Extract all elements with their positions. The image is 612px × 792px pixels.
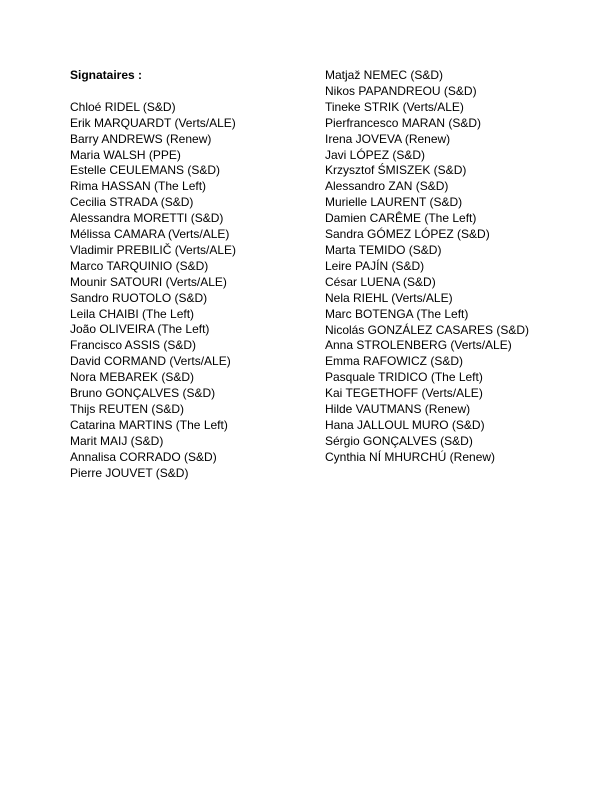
- signatory-name: Emma RAFOWICZ (S&D): [325, 354, 463, 369]
- signatory-list-right: [325, 68, 595, 466]
- signatory-name: Pierre JOUVET (S&D): [70, 465, 189, 480]
- signatory-name: Anna STROLENBERG (Verts/ALE): [325, 338, 512, 353]
- signatory-name: Cynthia NÍ MHURCHÚ (Renew): [325, 449, 496, 464]
- signatory-name: Barry ANDREWS (Renew): [70, 131, 212, 146]
- signatory-name: Javi LÓPEZ (S&D): [325, 147, 426, 162]
- signatory-name: Maria WALSH (PPE): [70, 147, 181, 162]
- signatory-name: Sandra GÓMEZ LÓPEZ (S&D): [325, 227, 490, 242]
- signatory-name: Bruno GONÇALVES (S&D): [70, 386, 216, 401]
- signatory-name: David CORMAND (Verts/ALE): [70, 354, 231, 369]
- signatory-name: Mélissa CAMARA (Verts/ALE): [70, 227, 230, 242]
- signatory-name: Nela RIEHL (Verts/ALE): [325, 290, 453, 305]
- signatories-right-column: [325, 68, 595, 466]
- signatory-name: Sandro RUOTOLO (S&D): [70, 290, 208, 305]
- signatories-heading: Signataires :: [70, 68, 143, 82]
- signatory-name: Marco TARQUINIO (S&D): [70, 258, 209, 273]
- signatory-name: Pierfrancesco MARAN (S&D): [325, 115, 482, 130]
- signatory-name: Catarina MARTINS (The Left): [70, 417, 228, 432]
- signatory-name: Rima HASSAN (The Left): [70, 179, 207, 194]
- signatory-name: Nicolás GONZÁLEZ CASARES (S&D): [325, 322, 530, 337]
- signatory-name: Sérgio GONÇALVES (S&D): [325, 433, 473, 448]
- signatory-name: Vladimir PREBILIČ (Verts/ALE): [70, 242, 237, 257]
- signatory-name: Damien CARÊME (The Left): [325, 211, 477, 226]
- signatory-name: Leila CHAIBI (The Left): [70, 306, 195, 321]
- signatory-name: Pasquale TRIDICO (The Left): [325, 370, 483, 385]
- signatory-name: Annalisa CORRADO (S&D): [70, 449, 217, 464]
- signatory-name: Thijs REUTEN (S&D): [70, 402, 185, 417]
- signatory-name: César LUENA (S&D): [325, 274, 436, 289]
- signatory-name: Tineke STRIK (Verts/ALE): [325, 99, 464, 114]
- signatory-name: Leire PAJÍN (S&D): [325, 258, 425, 273]
- signatory-list-left: [70, 100, 310, 482]
- signatory-name: Chloé RIDEL (S&D): [70, 99, 176, 114]
- signatory-name: Alessandra MORETTI (S&D): [70, 211, 224, 226]
- signatory-name: Mounir SATOURI (Verts/ALE): [70, 274, 227, 289]
- signatory-name: Hana JALLOUL MURO (S&D): [325, 417, 485, 432]
- signatory-name: Matjaž NEMEC (S&D): [325, 68, 444, 82]
- signatory-name: Nora MEBAREK (S&D): [70, 370, 195, 385]
- signatory-name: Marit MAIJ (S&D): [70, 433, 164, 448]
- signatory-name: Kai TEGETHOFF (Verts/ALE): [325, 386, 483, 401]
- signatory-name: Krzysztof ŚMISZEK (S&D): [325, 163, 467, 178]
- signatory-name: Estelle CEULEMANS (S&D): [70, 163, 221, 178]
- signatory-name: Marc BOTENGA (The Left): [325, 306, 469, 321]
- signatory-name: Francisco ASSIS (S&D): [70, 338, 197, 353]
- signatory-name: Nikos PAPANDREOU (S&D): [325, 83, 477, 98]
- signatory-name: Marta TEMIDO (S&D): [325, 242, 442, 257]
- signatory-name: Hilde VAUTMANS (Renew): [325, 402, 471, 417]
- signatories-left-column: [70, 68, 310, 482]
- signatory-name: Cecilia STRADA (S&D): [70, 195, 194, 210]
- signatory-name: Erik MARQUARDT (Verts/ALE): [70, 115, 236, 130]
- signatory-name: João OLIVEIRA (The Left): [70, 322, 210, 337]
- signatory-name: Alessandro ZAN (S&D): [325, 179, 449, 194]
- signatory-name: Murielle LAURENT (S&D): [325, 195, 463, 210]
- signatory-name: Irena JOVEVA (Renew): [325, 131, 451, 146]
